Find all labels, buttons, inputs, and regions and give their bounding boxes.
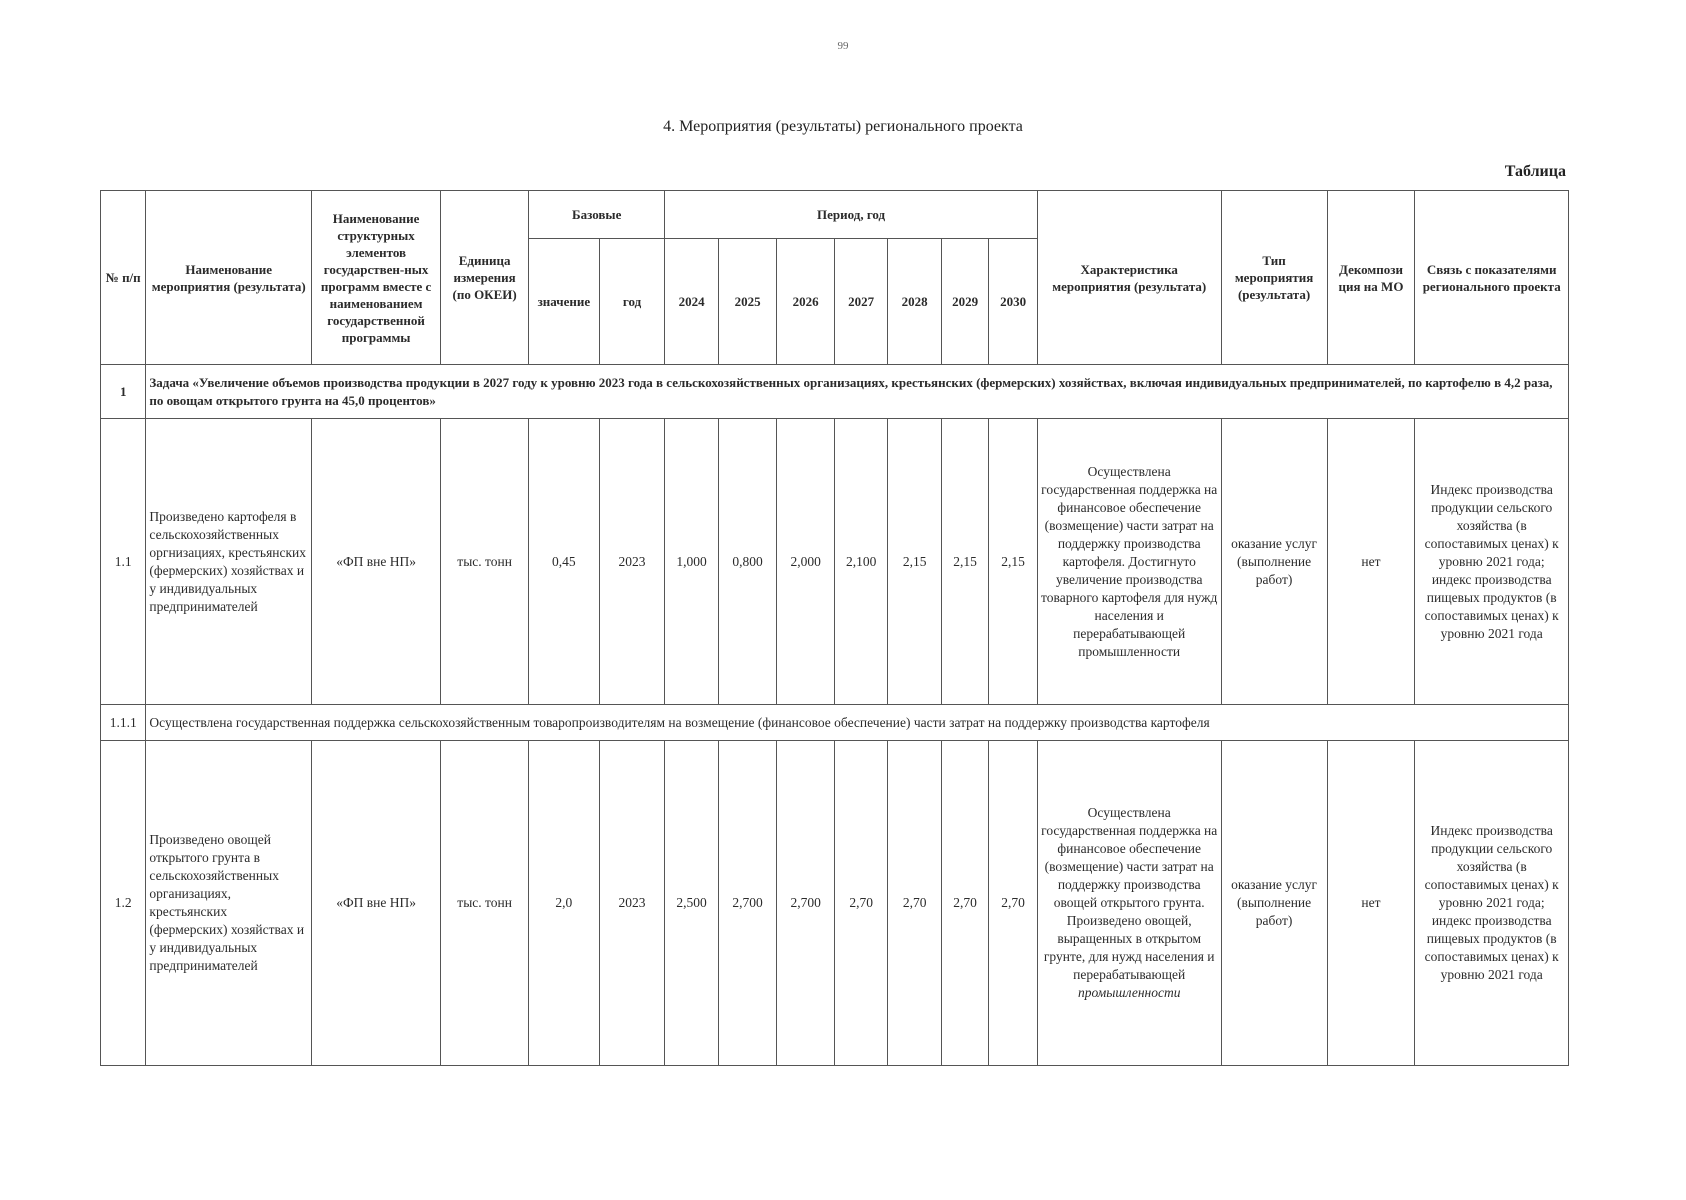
header-year: 2028	[888, 239, 942, 365]
row-value: 0,800	[718, 419, 777, 705]
header-name: Наименование мероприятия (результата)	[146, 191, 312, 365]
row-decomposition: нет	[1327, 741, 1415, 1066]
row-type: оказание услуг (выполнение работ)	[1221, 419, 1327, 705]
row-base-year: 2023	[599, 741, 665, 1066]
row-value: 1,000	[665, 419, 719, 705]
row-value: 2,15	[989, 419, 1038, 705]
task-num: 1	[101, 365, 146, 419]
row-value: 2,70	[941, 741, 988, 1066]
row-decomposition: нет	[1327, 419, 1415, 705]
row-value: 2,500	[665, 741, 719, 1066]
header-base: Базовые	[529, 191, 665, 239]
row-unit: тыс. тонн	[441, 419, 529, 705]
table-label: Таблица	[1504, 163, 1566, 180]
header-year: 2024	[665, 239, 719, 365]
row-structural: «ФП вне НП»	[311, 741, 440, 1066]
row-structural: «ФП вне НП»	[311, 419, 440, 705]
task-text: Задача «Увеличение объемов производства продукции в 2027 году к уровню 2023 года в сельскохозяйственных организациях, крестьянских (фермерских) хозяйствах, включая индивидуальных предпринимателей, по картофелю в 4,2 раза, по овощам открытого грунта на 45,0 процентов»	[146, 365, 1569, 419]
header-decomposition: Декомпози ция на МО	[1327, 191, 1415, 365]
page-number: 99	[837, 40, 849, 52]
row-characteristic-italic: промышленности	[1077, 985, 1181, 1000]
row-base-year: 2023	[599, 419, 665, 705]
row-link: Индекс производства продукции сельского хозяйства (в сопоставимых ценах) к уровню 2021 года; индекс производства пищевых продуктов (в сопоставимых ценах) к уровню 2021 года	[1415, 741, 1569, 1066]
row-unit: тыс. тонн	[441, 741, 529, 1066]
header-type: Тип мероприятия (результата)	[1221, 191, 1327, 365]
row-name: Произведено овощей открытого грунта в сельскохозяйственных организациях, крестьянских (фермерских) хозяйствах и у индивидуальных предпринимателей	[146, 741, 312, 1066]
header-link: Связь с показателями регионального проекта	[1415, 191, 1569, 365]
row-type: оказание услуг (выполнение работ)	[1221, 741, 1327, 1066]
header-base-value: значение	[529, 239, 600, 365]
row-characteristic: Осуществлена государственная поддержка на финансовое обеспечение (возмещение) части затрат на поддержку производства картофеля. Достигнуто увеличение производства товарного картофеля для нужд населения и перерабатывающей промышленности	[1037, 419, 1221, 705]
header-year: 2025	[718, 239, 777, 365]
header-structural: Наименование структурных элементов государствен-ных программ вместе с наименованием государственной программы	[311, 191, 440, 365]
header-year: 2030	[989, 239, 1038, 365]
header-num: № п/п	[101, 191, 146, 365]
row-value: 2,100	[834, 419, 888, 705]
row-value: 2,70	[989, 741, 1038, 1066]
header-characteristic: Характеристика мероприятия (результата)	[1037, 191, 1221, 365]
row-num: 1.2	[101, 741, 146, 1066]
projects-table	[100, 190, 1569, 1066]
subrow-text: Осуществлена государственная поддержка сельскохозяйственным товаропроизводителям на возмещение (финансовое обеспечение) части затрат на поддержку производства картофеля	[146, 705, 1569, 741]
row-value: 2,000	[777, 419, 835, 705]
header-year: 2029	[941, 239, 988, 365]
row-value: 2,700	[777, 741, 835, 1066]
section-heading: 4. Мероприятия (результаты) регионального проекта	[663, 118, 1023, 135]
subrow	[101, 705, 1569, 741]
row-value: 2,70	[888, 741, 942, 1066]
row-base-value: 2,0	[529, 741, 600, 1066]
header-unit: Единица измерения (по ОКЕИ)	[441, 191, 529, 365]
header-year: 2026	[777, 239, 835, 365]
row-value: 2,700	[718, 741, 777, 1066]
table-row	[101, 741, 1569, 1066]
row-characteristic	[1037, 741, 1221, 1066]
row-characteristic-text: Осуществлена государственная поддержка на финансовое обеспечение (возмещение) части затрат на поддержку производства овощей открытого грунта. Произведено овощей, выращенных в открытом грунте, для нужд населения и перерабатывающей	[1041, 805, 1218, 982]
header-period: Период, год	[665, 191, 1038, 239]
row-value: 2,15	[941, 419, 988, 705]
row-value: 2,70	[834, 741, 888, 1066]
table-row	[101, 419, 1569, 705]
header-year: 2027	[834, 239, 888, 365]
row-link: Индекс производства продукции сельского хозяйства (в сопоставимых ценах) к уровню 2021 года; индекс производства пищевых продуктов (в сопоставимых ценах) к уровню 2021 года	[1415, 419, 1569, 705]
row-num: 1.1	[101, 419, 146, 705]
row-base-value: 0,45	[529, 419, 600, 705]
header-base-year: год	[599, 239, 665, 365]
row-name: Произведено картофеля в сельскохозяйственных оргнизациях, крестьянских (фермерских) хозяйствах и у индивидуальных предпринимателей	[146, 419, 312, 705]
subrow-num: 1.1.1	[101, 705, 146, 741]
row-value: 2,15	[888, 419, 942, 705]
task-row	[101, 365, 1569, 419]
